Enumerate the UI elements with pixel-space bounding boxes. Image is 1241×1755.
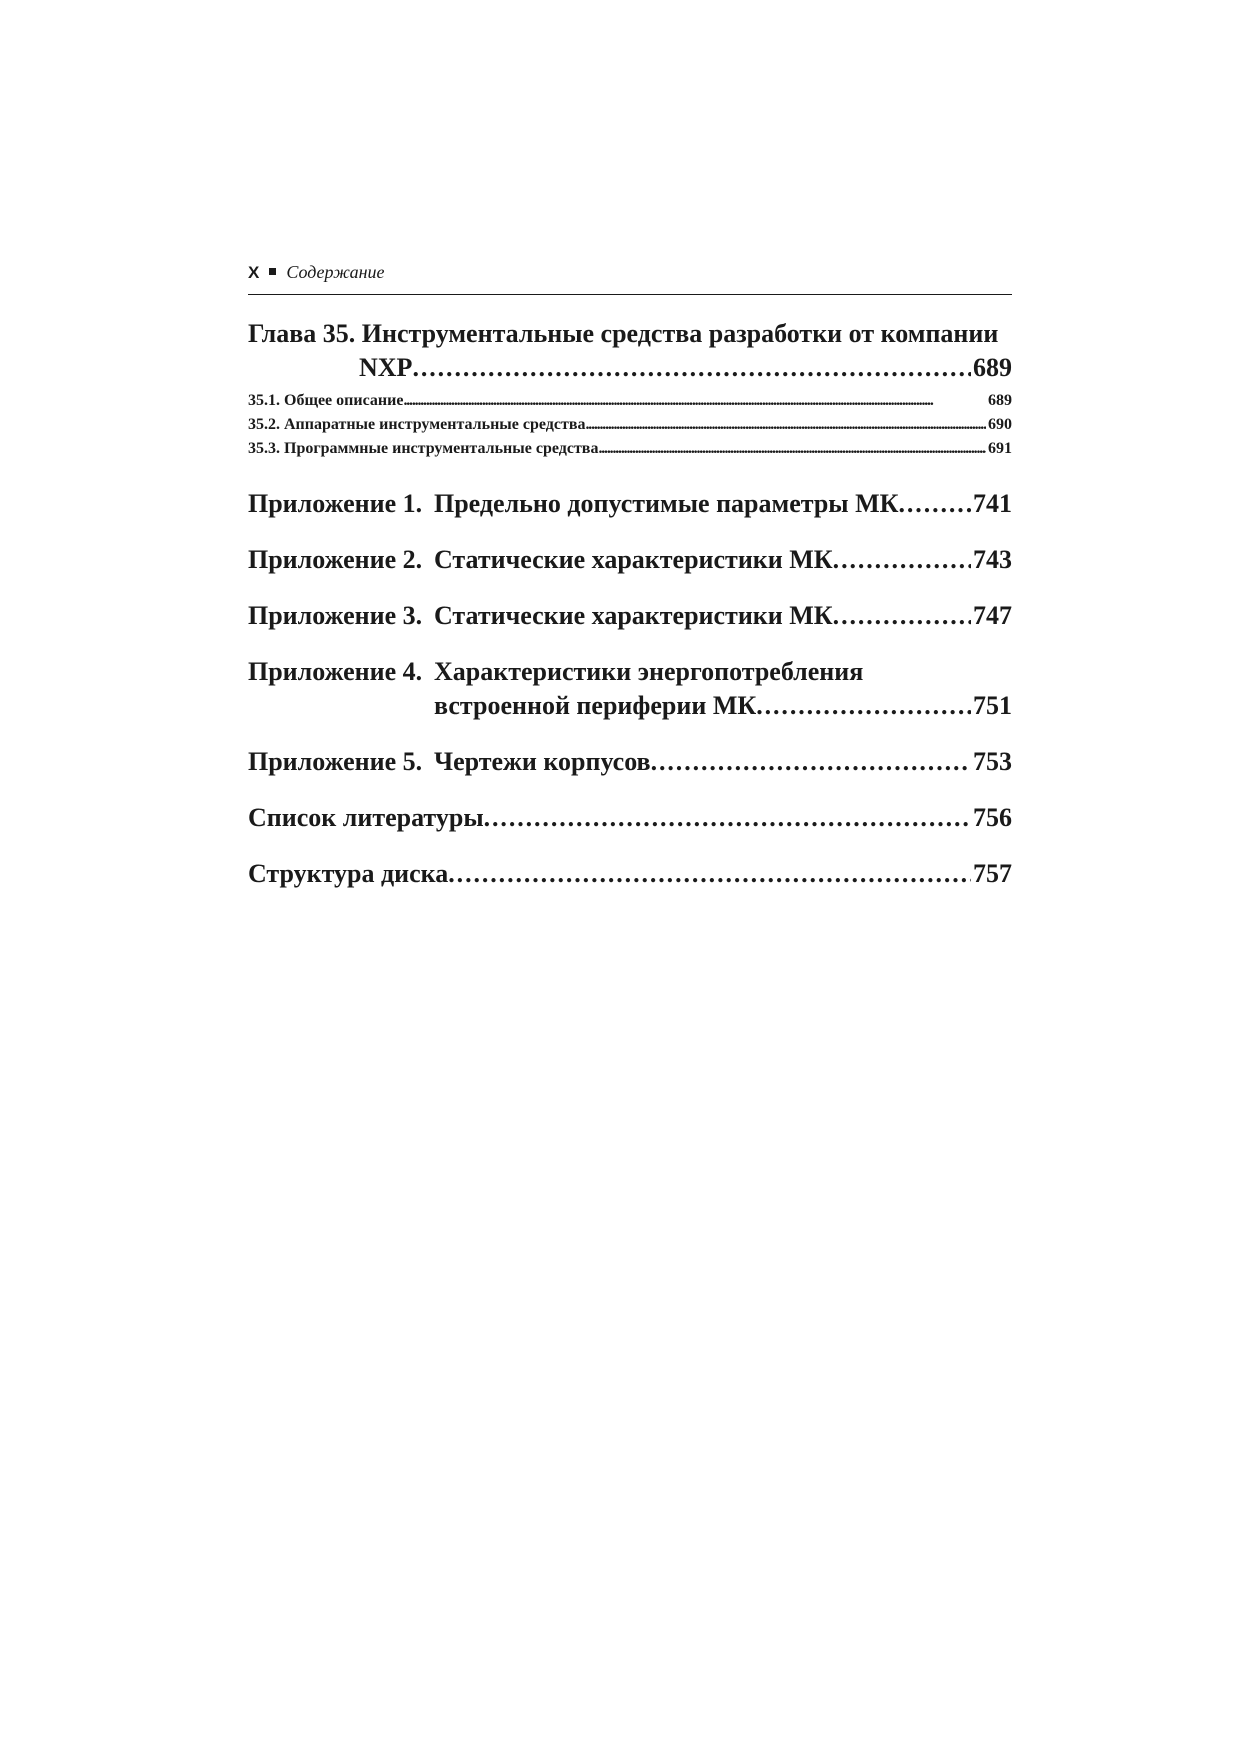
dot-leader (899, 489, 972, 519)
toc-appendix-entry[interactable] (248, 601, 1012, 631)
appendix-title-line2: встроенной периферии МК (434, 691, 757, 720)
toc-disk-structure-entry[interactable] (248, 859, 1012, 889)
appendix-second-line (248, 691, 1012, 721)
entry-title: Список литературы (248, 803, 484, 832)
dot-leader (833, 545, 971, 575)
entry-title: Структура диска (248, 859, 449, 888)
running-head (248, 262, 1012, 292)
dot-leader (585, 413, 986, 437)
toc-page (248, 262, 1012, 889)
chapter-title-text: NXP (359, 353, 413, 382)
dot-leader (484, 803, 971, 833)
chapter-page: 689 (973, 353, 1012, 382)
section-label: 35.2. Аппаратные инструментальные средства (248, 416, 586, 433)
appendix-page: 751 (973, 691, 1012, 720)
toc-section-entry[interactable] (248, 437, 1012, 461)
page-number: X (248, 263, 260, 282)
section-page: 691 (988, 440, 1012, 457)
appendix-title: Статические характеристики МК (434, 601, 833, 630)
dot-leader (412, 353, 971, 383)
dot-leader (651, 747, 971, 777)
appendix-label: Приложение 1. (248, 489, 423, 518)
header-rule (248, 294, 1012, 295)
entry-page: 756 (973, 803, 1012, 832)
appendix-title: Чертежи корпусов (434, 747, 651, 776)
appendix-page: 747 (973, 601, 1012, 630)
chapter-title-line2[interactable] (248, 353, 1012, 383)
toc (248, 319, 1012, 889)
appendix-label: Приложение 4. (248, 657, 423, 686)
dot-leader (448, 859, 971, 889)
entry-page: 757 (973, 859, 1012, 888)
chapter-title-line1[interactable]: Глава 35. Инструментальные средства разработки от компании (248, 319, 999, 348)
appendix-title-line1: Характеристики энергопотребления (434, 657, 864, 686)
dot-leader (598, 437, 986, 461)
toc-appendix-entry[interactable] (248, 489, 1012, 519)
toc-section-entry[interactable] (248, 413, 1012, 437)
dot-leader (403, 389, 986, 413)
appendix-first-line (248, 657, 1012, 687)
section-page: 689 (988, 392, 1012, 409)
appendix-label: Приложение 5. (248, 747, 423, 776)
toc-section-entry[interactable] (248, 389, 1012, 413)
toc-bibliography-entry[interactable] (248, 803, 1012, 833)
toc-appendix-entry[interactable] (248, 657, 1012, 721)
section-label: 35.1. Общее описание (248, 392, 404, 409)
appendix-page: 741 (973, 489, 1012, 518)
appendix-page: 753 (973, 747, 1012, 776)
toc-appendix-entry[interactable] (248, 747, 1012, 777)
toc-appendix-entry[interactable] (248, 545, 1012, 575)
appendix-title: Статические характеристики МК (434, 545, 833, 574)
section-list (248, 389, 1012, 461)
section-page: 690 (988, 416, 1012, 433)
bullet-icon (269, 268, 276, 275)
appendix-page: 743 (973, 545, 1012, 574)
appendix-label: Приложение 2. (248, 545, 423, 574)
dot-leader (756, 691, 971, 721)
section-label: 35.3. Программные инструментальные средства (248, 440, 599, 457)
appendix-label: Приложение 3. (248, 601, 423, 630)
running-head-title: Содержание (286, 262, 385, 282)
dot-leader (833, 601, 971, 631)
appendix-title: Предельно допустимые параметры МК (434, 489, 899, 518)
